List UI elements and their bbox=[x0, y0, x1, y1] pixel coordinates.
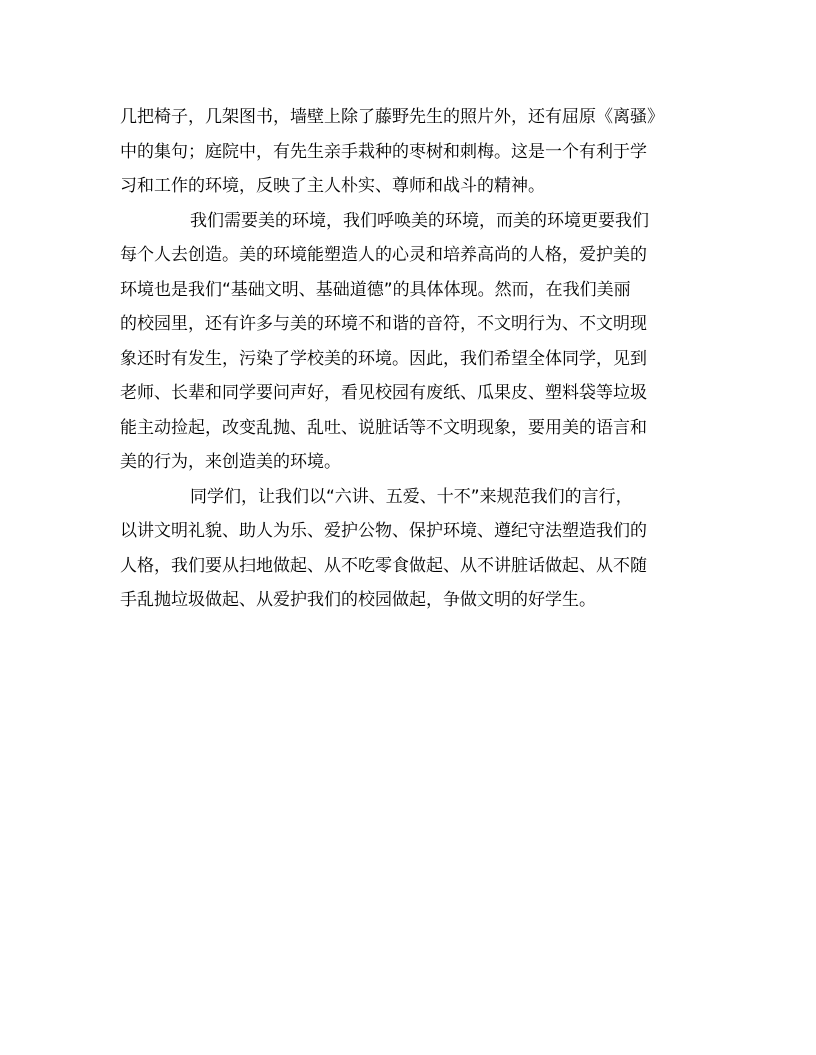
text-line: 人格，我们要从扫地做起、从不吃零食做起、从不讲脏话做起、从不随 bbox=[120, 555, 647, 576]
text-line: 象还时有发生，污染了学校美的环境。因此，我们希望全体同学，见到 bbox=[120, 348, 647, 369]
text-line: 手乱抛垃圾做起、从爱护我们的校园做起，争做文明的好学生。 bbox=[120, 590, 596, 610]
text-line: 的校园里，还有许多与美的环境不和谐的音符，不文明行为、不文明现 bbox=[120, 314, 647, 334]
text-line: 环境也是我们“基础文明、基础道德”的具体体现。然而，在我们美丽 bbox=[120, 279, 631, 300]
paragraph-3 bbox=[120, 480, 700, 618]
text-line: 每个人去创造。美的环境能塑造人的心灵和培养高尚的人格，爱护美的 bbox=[120, 245, 647, 265]
text-line: 几把椅子，几架图书，墙壁上除了藤野先生的照片外，还有屈原《离骚》 bbox=[120, 107, 664, 127]
paragraph-1 bbox=[120, 100, 700, 204]
text-line: 习和工作的环境，反映了主人朴实、尊师和战斗的精神。 bbox=[120, 176, 545, 196]
text-line: 老师、长辈和同学要问声好，看见校园有废纸、瓜果皮、塑料袋等垃圾 bbox=[120, 383, 647, 403]
text-line: 能主动捡起，改变乱抛、乱吐、说脏话等不文明现象，要用美的语言和 bbox=[120, 417, 647, 438]
paragraph-2 bbox=[120, 204, 700, 480]
document-body bbox=[120, 100, 700, 618]
text-line: 同学们，让我们以“六讲、五爱、十不”来规范我们的言行， bbox=[190, 486, 633, 507]
text-line: 以讲文明礼貌、助人为乐、爱护公物、保护环境、遵纪守法塑造我们的 bbox=[120, 521, 647, 541]
text-line: 美的行为，来创造美的环境。 bbox=[120, 452, 341, 472]
text-line: 我们需要美的环境，我们呼唤美的环境，而美的环境更要我们 bbox=[190, 210, 649, 231]
text-line: 中的集句；庭院中，有先生亲手栽种的枣树和刺梅。这是一个有利于学 bbox=[120, 141, 647, 162]
